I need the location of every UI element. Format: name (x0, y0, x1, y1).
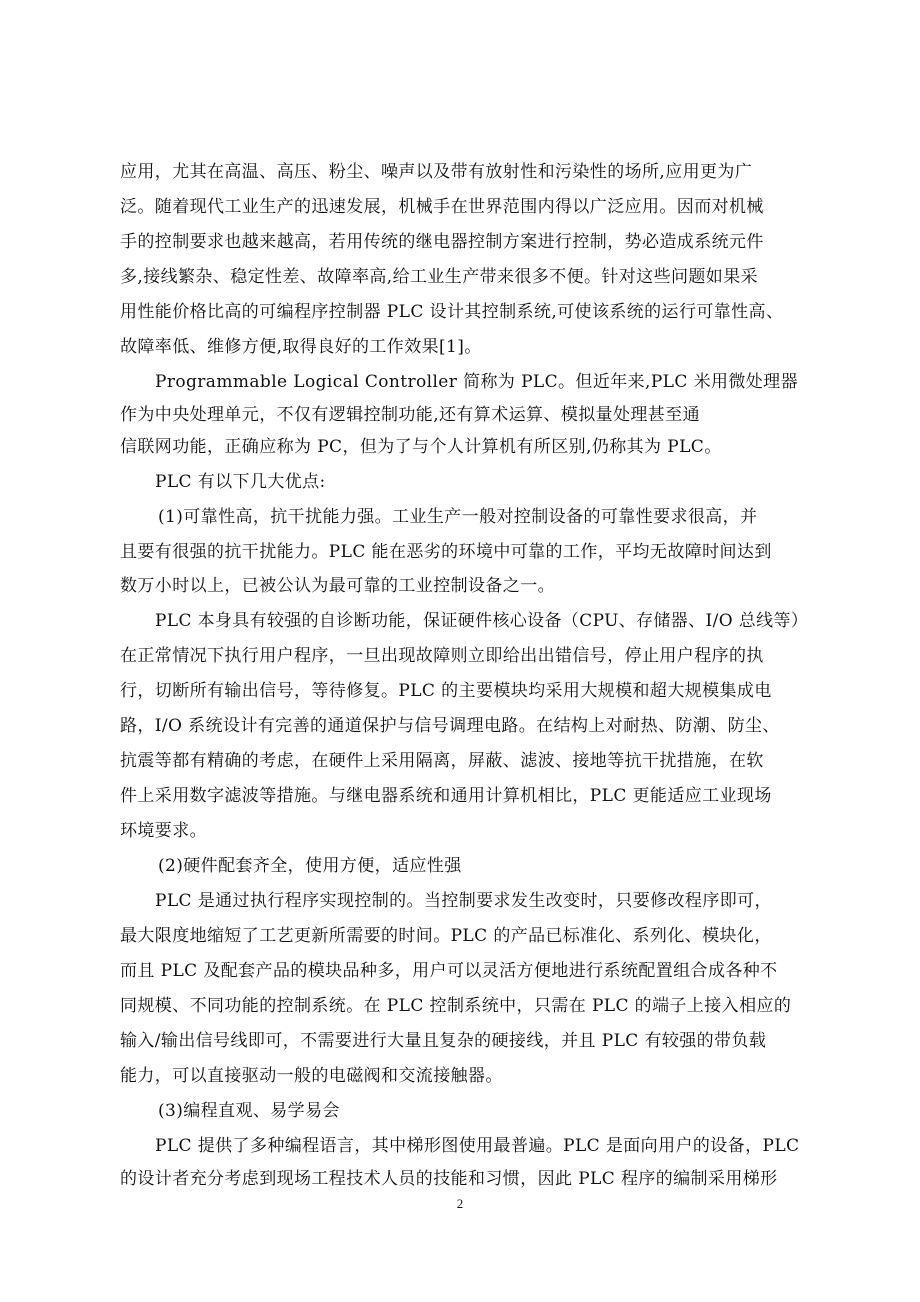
text-line: PLC 有以下几大优点: (155, 472, 326, 492)
text-line: 多,接线繁杂、稳定性差、故障率高,给工业生产带来很多不便。针对这些问题如果采 (120, 267, 759, 287)
text-line: 环境要求。 (120, 821, 207, 841)
text-line: 路，I/O 系统设计有完善的通道保护与信号调理电路。在结构上对耐热、防潮、防尘、 (120, 716, 780, 736)
page-number: 2 (456, 1196, 464, 1211)
text-line: PLC 是通过执行程序实现控制的。当控制要求发生改变时，只要修改程序即可， (155, 891, 772, 911)
text-line: 用性能价格比高的可编程序控制器 PLC 设计其控制系统,可使该系统的运行可靠性高、 (120, 302, 784, 322)
text-line: 数万小时以上，已被公认为最可靠的工业控制设备之一。 (120, 576, 555, 596)
text-line: (3)编程直观、易学易会 (158, 1101, 340, 1121)
text-line: 件上采用数字滤波等措施。与继电器系统和通用计算机相比，PLC 更能适应工业现场 (120, 786, 772, 806)
text-line: 能力，可以直接驱动一般的电磁阀和交流接触器。 (120, 1066, 503, 1086)
text-line: 信联网功能，正确应称为 PC，但为了与个人计算机有所区别,仍称其为 PLC。 (120, 437, 722, 457)
text-line: (1)可靠性高，抗干扰能力强。工业生产一般对控制设备的可靠性要求很高，并 (158, 507, 758, 527)
text-line: 行，切断所有输出信号，等待修复。PLC 的主要模块均采用大规模和超大规模集成电 (120, 681, 772, 701)
text-line: Programmable Logical Controller 简称为 PLC。但近年来,PLC 米用微处理器 (155, 372, 798, 392)
text-line: (2)硬件配套齐全，使用方便，适应性强 (158, 856, 462, 876)
text-line: 的设计者充分考虑到现场工程技术人员的技能和习惯，因此 PLC 程序的编制采用梯形 (120, 1169, 778, 1189)
text-line: 抗震等都有精确的考虑，在硬件上采用隔离，屏蔽、滤波、接地等抗干扰措施，在软 (120, 751, 764, 771)
text-line: 而且 PLC 及配套产品的模块品种多，用户可以灵活方便地进行系统配置组合成各种不 (120, 961, 778, 981)
text-line: 故障率低、维修方便,取得良好的工作效果[1]。 (120, 337, 482, 357)
text-line: 手的控制要求也越来越高，若用传统的继电器控制方案进行控制，势必造成系统元件 (120, 232, 764, 252)
text-line: 应用，尤其在高温、高压、粉尘、噪声以及带有放射性和污染性的场所,应用更为广 (120, 162, 753, 182)
text-line: 作为中央处理单元，不仅有逻辑控制功能,还有算术运算、模拟量处理甚至通 (120, 405, 701, 425)
text-line: 最大限度地缩短了工艺更新所需要的时间。PLC 的产品已标准化、系列化、模块化， (120, 926, 772, 946)
text-line: PLC 本身具有较强的自诊断功能，保证硬件核心设备（CPU、存储器、I/O 总线等） (155, 611, 809, 631)
text-line: 泛。随着现代工业生产的迅速发展，机械手在世界范围内得以广泛应用。因而对机械 (120, 197, 764, 217)
text-line: 在正常情况下执行用户程序，一旦出现故障则立即给出出错信号，停止用户程序的执 (120, 646, 764, 666)
text-line: 同规模、不同功能的控制系统。在 PLC 控制系统中，只需在 PLC 的端子上接入相应的 (120, 996, 792, 1016)
text-line: 输入/输出信号线即可，不需要进行大量且复杂的硬接线，并且 PLC 有较强的带负载 (120, 1031, 767, 1051)
text-line: PLC 提供了多种编程语言，其中梯形图使用最普遍。PLC 是面向用户的设备，PLC (155, 1136, 800, 1156)
text-line: 且要有很强的抗干扰能力。PLC 能在恶劣的环境中可靠的工作，平均无故障时间达到 (120, 542, 772, 562)
